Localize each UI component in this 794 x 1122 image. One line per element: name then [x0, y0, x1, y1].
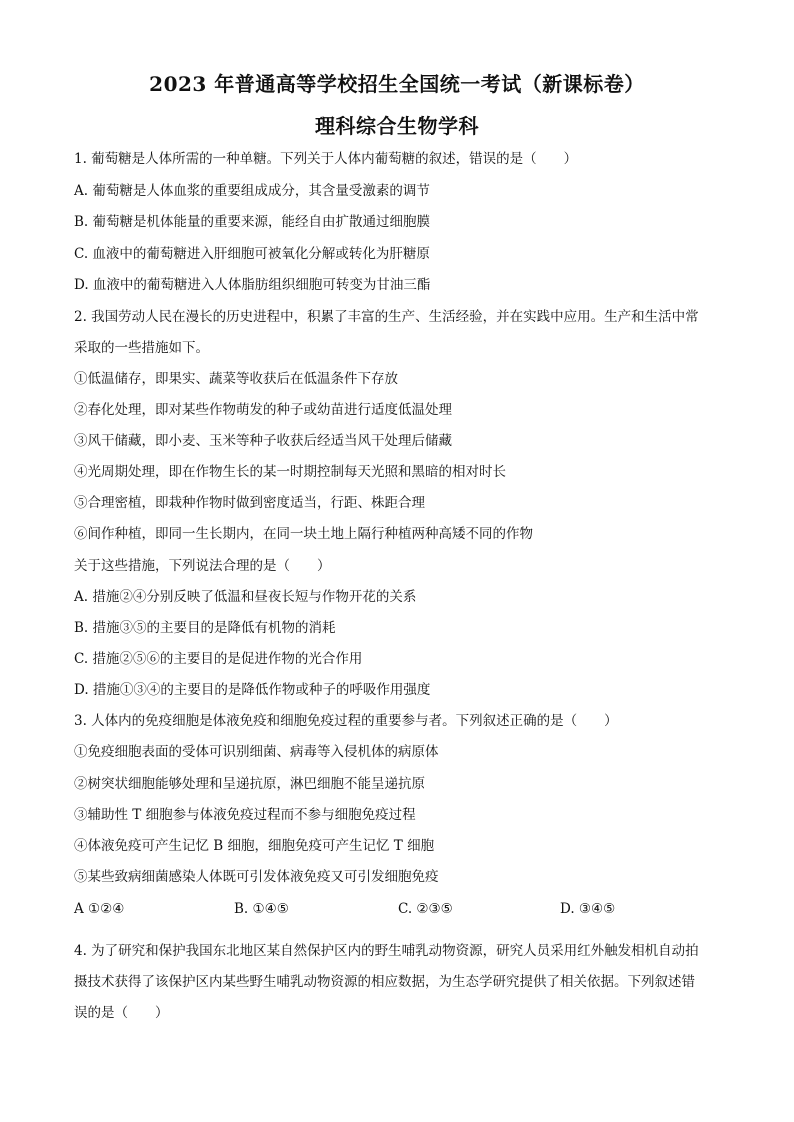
q2-item-2: ②春化处理，即对某些作物萌发的种子或幼苗进行适度低温处理	[74, 402, 452, 418]
exam-title: 2023 年普通高等学校招生全国统一考试（新课标卷）	[149, 72, 645, 96]
q2-option-d: D. 措施①③④的主要目的是降低作物或种子的呼吸作用强度	[74, 682, 431, 698]
q2-item-4: ④光周期处理，即在作物生长的某一时期控制每天光照和黑暗的相对时长	[74, 464, 506, 480]
q1-option-a: A. 葡萄糖是人体血浆的重要组成成分，其含量受激素的调节	[74, 183, 430, 199]
q4-stem-line2: 摄技术获得了该保护区内某些野生哺乳动物资源的相应数据，为生态学研究提供了相关依据。下列叙述错	[74, 974, 695, 990]
q3-options-row	[74, 900, 724, 918]
exam-subtitle: 理科综合生物学科	[315, 114, 479, 138]
q2-option-b: B. 措施③⑤的主要目的是降低有机物的消耗	[74, 620, 336, 636]
q2-stem-line2: 采取的一些措施如下。	[74, 340, 209, 356]
q3-option-c: C. ②③⑤	[398, 901, 453, 917]
q2-item-1: ①低温储存，即果实、蔬菜等收获后在低温条件下存放	[74, 371, 398, 387]
q1-stem: 1. 葡萄糖是人体所需的一种单糖。下列关于人体内葡萄糖的叙述，错误的是（ ）	[74, 151, 578, 167]
q3-item-4: ④体液免疫可产生记忆 B 细胞，细胞免疫可产生记忆 T 细胞	[74, 838, 435, 854]
q2-item-3: ③风干储藏，即小麦、玉米等种子收获后经适当风干处理后储藏	[74, 433, 452, 449]
q2-stem-line1: 2. 我国劳动人民在漫长的历史进程中，积累了丰富的生产、生活经验，并在实践中应用。生产和生活中常	[74, 309, 699, 325]
q2-item-6: ⑥间作种植，即同一生长期内，在同一块土地上隔行种植两种高矮不同的作物	[74, 526, 533, 542]
q2-question: 关于这些措施，下列说法合理的是（ ）	[74, 558, 331, 574]
q1-option-b: B. 葡萄糖是机体能量的重要来源，能经自由扩散通过细胞膜	[74, 214, 431, 230]
q3-option-a: A ①②④	[74, 901, 125, 917]
q3-item-3: ③辅助性 T 细胞参与体液免疫过程而不参与细胞免疫过程	[74, 807, 416, 823]
q3-stem: 3. 人体内的免疫细胞是体液免疫和细胞免疫过程的重要参与者。下列叙述正确的是（ ）	[74, 713, 618, 729]
q3-item-5: ⑤某些致病细菌感染人体既可引发体液免疫又可引发细胞免疫	[74, 869, 439, 885]
q2-option-a: A. 措施②④分别反映了低温和昼夜长短与作物开花的关系	[74, 589, 417, 605]
q4-stem-line3: 误的是（ ）	[74, 1005, 169, 1021]
q1-option-c: C. 血液中的葡萄糖进入肝细胞可被氧化分解或转化为肝糖原	[74, 246, 430, 262]
q2-option-c: C. 措施②⑤⑥的主要目的是促进作物的光合作用	[74, 651, 363, 667]
q3-option-d: D. ③④⑤	[560, 901, 616, 917]
q4-stem-line1: 4. 为了研究和保护我国东北地区某自然保护区内的野生哺乳动物资源，研究人员采用红外触发相机自动拍	[74, 943, 699, 959]
q3-option-b: B. ①④⑤	[234, 901, 289, 917]
q3-item-2: ②树突状细胞能够处理和呈递抗原，淋巴细胞不能呈递抗原	[74, 776, 425, 792]
q1-option-d: D. 血液中的葡萄糖进入人体脂肪组织细胞可转变为甘油三酯	[74, 277, 431, 293]
q3-item-1: ①免疫细胞表面的受体可识别细菌、病毒等入侵机体的病原体	[74, 744, 439, 760]
q2-item-5: ⑤合理密植，即栽种作物时做到密度适当，行距、株距合理	[74, 495, 425, 511]
